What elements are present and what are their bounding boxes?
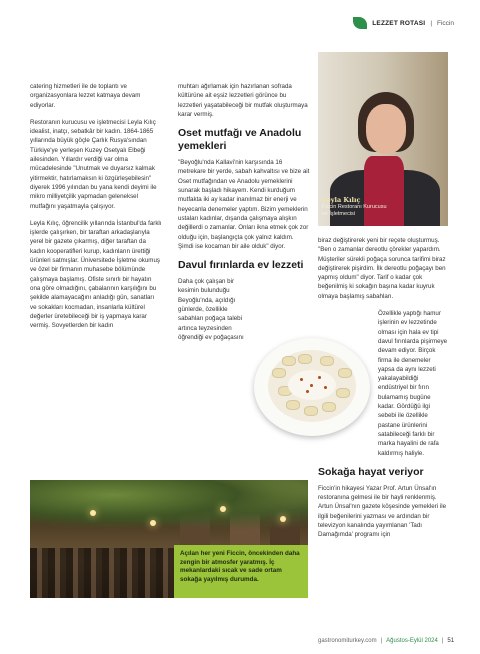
caption-role: Ficcin Restoranı Kurucusu ve İşletmecisi — [322, 204, 387, 217]
paragraph: Ficcin'in hikayesi Yazar Prof. Artun Ünsal'ın restoranına gelmesi ile bir hayli renklenmiş. Artun Ünsal'nın gazete köşesinde yemekleri ile ilgili beğenilerini yazması ve ardından bir televizyon kanalında yayımlanan 'Tadı Damağımda' programı için — [318, 484, 447, 539]
leaf-icon — [353, 17, 367, 29]
photo-caption — [322, 196, 392, 218]
page-footer — [318, 638, 454, 644]
paragraph: muhtarı ağırlamak için hazırlanan sofrada kültürüne ait eşsiz lezzetleri görünce bu lezzetleri yaşatabileceği bir mutfak oluşturmaya karar vermiş. — [178, 83, 308, 118]
paragraph: Özellikle yaptığı hamur işlerinin ev lezzetinde olması için hala ev tipi davul fırınlarda pişirmeye devam ediyor. Birçok firma ile denemeler yapsa da aynı lezzeti yakalayabildiği endüstriyel bir fırın bulamamış bugüne kadar. Gördüğü ilgi sebebi ile özellikle pastane ürünlerini satabileceği farklı bir marka hayalini de rafa kaldırmış haliyle. — [378, 310, 448, 457]
paragraph: "Beyoğlu'nda Kallavi'nin karşısında 16 metrekare bir yerde, sabah kahvaltısı ve bize ait Oset mutfağından ve Anadolu yemeklerini sunarak başladı hikayem. Kendi kurduğum mutfakta iki ay kadar inanılmaz bir enerji ve heyecanla denemeler yaptım. Bizim yemeklerin ustaları kadınlar, dışarıda çalışmaya alışkın değillerdi o zamanlar. Onları ikna etmek çok zor olduğu için, başlangıçta çok yalnız kaldım. Şimdi ise kocaman bir aile olduk" diyor. — [178, 159, 310, 250]
header-separator: | — [430, 19, 433, 27]
paragraph: biraz değiştirerek yeni bir reçete oluşturmuş. "Ben o zamanlar dereotlu çörekler yapardım. Müşteriler sürekli poğaça sorunca tarifimi biraz değiştirerek pişirdim. İlk dereotlu poğaçayı ben yapmış oldum" diyor. Tarif o kadar çok beğenilmiş ki sokağın başına kadar kuyruk olmaya başlamış sabahları. — [318, 237, 446, 300]
section-header — [353, 16, 454, 30]
footer-issue: Ağustos-Eylül 2024 — [386, 638, 438, 644]
footer-site: gastronomiturkey.com — [318, 638, 377, 644]
paragraph: Daha çok çalışan bir kesimin bulunduğu Beyoğlu'nda, açıldığı günlerde, özellikle sabahları poğaça talebi artınca teyzesinden öğrendiği ev poğaçasını — [178, 278, 244, 341]
page-number: 51 — [447, 638, 455, 644]
caption-name: Leyla Kılıç — [322, 196, 361, 204]
paragraph: Leyla Kılıç, öğrencilik yıllarında İstanbul'da farklı işlerde çalışırken, bir taraftan arkadaşlarıyla yerel bir gazete çıkarmış, diğer taraftan da kadın kooperatifleri kurup, kadınların ürettiği ürünleri satmışlar. Üniversitede İşletme okumuş ve özel bir firmanın muhasebe bölümünde çalışmaya başlamış. Ofiste sınırlı bir hayatın ona göre olmadığını, çabalarının karşılığını bu şekilde alamayacağını anladığı gün, sanatları ve sokakları kocmadan, insanlarla kültürel değerler üretebileceği bir iş yapmaya karar vermiş. Sovyetlerden bir kadın — [30, 219, 162, 330]
article-column-1 — [30, 82, 162, 338]
section-title: LEZZET ROTASI — [372, 19, 426, 27]
portrait-photo — [318, 52, 448, 226]
article-column-2 — [178, 82, 310, 350]
paragraph: Restoranın kurucusu ve işletmecisi Leyla Kılıç idealist, inatçı, sebatkâr bir kadın. 1864-1865 yıllarında büyük göçle Çarlık Rusya'sından Türkiye'ye yerleşen Kuzey Osetyalı Elbeği ailesinden. Yıllardır verdiği var olma mücadelesinde "Unutmak ve duyarsız kalmak yitirmektir, hatırlamaksın ki özgürleşebilesin" diyerek 1996 yılından bu yana kendi deyimi ile mikro milliyetçilik yapmadan geleneksel mutfağını yaşatmayla çalışıyor. — [30, 118, 157, 210]
manti-dish-photo — [254, 338, 370, 436]
venue-name: Ficcin — [437, 19, 454, 27]
street-photo-caption: Açılan her yeni Ficcin, öncekinden daha zengin bir atmosfer yaratmış. İç mekanlardaki sıcak ve sade ortam sokağa yayılmış durumda. — [174, 545, 308, 598]
subheading-oset: Oset mutfağı ve Anadolu yemekleri — [178, 127, 302, 153]
subheading-davul: Davul fırınlarda ev lezzeti — [178, 259, 304, 272]
paragraph: catering hizmetleri ile de toplantı ve organizasyonlara lezzet katmaya devam ediyorlar. — [30, 83, 141, 109]
footer-separator: | — [441, 638, 444, 644]
subheading-sokak: Sokağa hayat veriyor — [318, 465, 424, 478]
footer-separator: | — [380, 638, 383, 644]
